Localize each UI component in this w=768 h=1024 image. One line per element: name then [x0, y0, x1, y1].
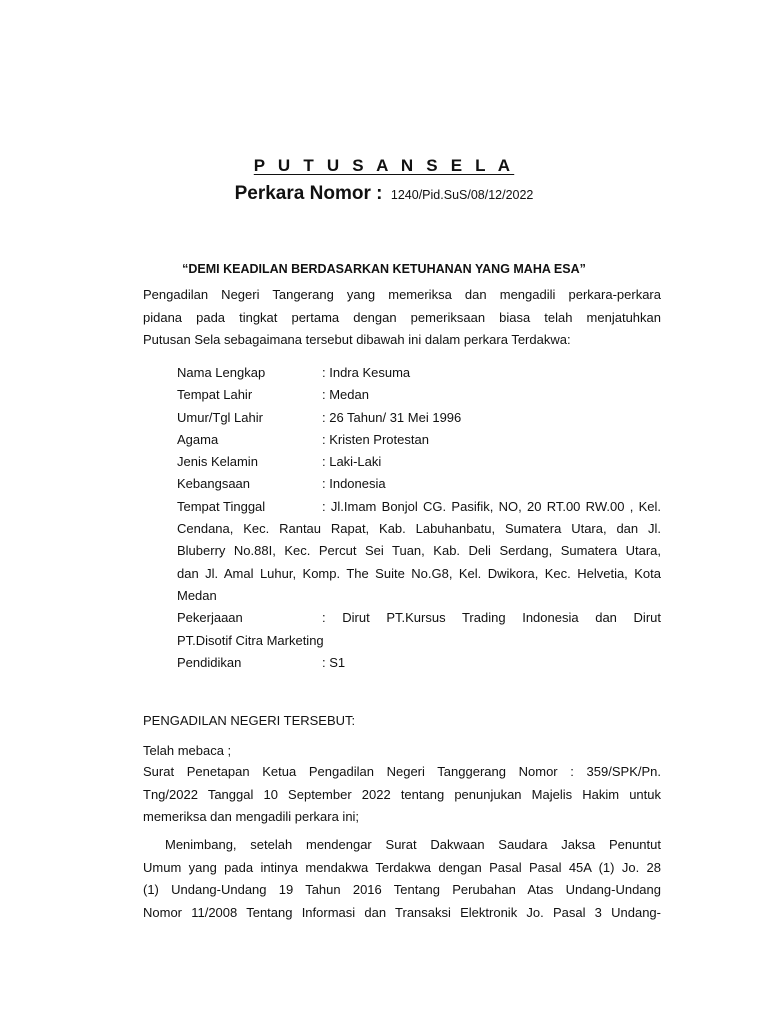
address-continuation: Bluberry No.88I, Kec. Percut Sei Tuan, Kab. Deli Serdang, Sumatera Utara,	[177, 543, 661, 559]
identity-value: : Medan	[322, 387, 369, 403]
case-number-line	[0, 183, 768, 205]
identity-row-kebangsaan	[177, 473, 661, 495]
intro-line: Putusan Sela sebagaimana tersebut dibawah ini dalam perkara Terdakwa:	[143, 332, 571, 347]
identity-row-jenis-kelamin	[177, 451, 661, 473]
identity-label: Pendidikan	[177, 654, 242, 670]
identity-value: : Laki-Laki	[322, 454, 382, 470]
considering-line: Umum yang pada intinya mendakwa Terdakwa dengan Pasal Pasal 45A (1) Jo. 28	[143, 859, 661, 875]
considering-line: Nomor 11/2008 Tentang Informasi dan Transaksi Elektronik Jo. Pasal 3 Undang-	[143, 904, 661, 920]
identity-label: Pekerjaaan	[177, 610, 243, 626]
read-statement: Telah mebaca ;	[143, 743, 232, 758]
identity-value: : Indra Kesuma	[322, 365, 411, 380]
considering-line: Menimbang, setelah mendengar Surat Dakwaan Saudara Jaksa Penuntut	[165, 837, 661, 852]
decree-paragraph	[143, 761, 661, 829]
identity-label: Agama	[177, 431, 219, 447]
identity-label: Jenis Kelamin	[177, 454, 258, 470]
intro-line: pidana pada tingkat pertama dengan pemeriksaan biasa telah menjatuhkan	[143, 309, 661, 325]
document-title: P U T U S A N S E L A	[253, 156, 515, 175]
identity-label: Umur/Tgl Lahir	[177, 409, 263, 425]
intro-line: Pengadilan Negeri Tangerang yang memeriksa dan mengadili perkara-perkara	[143, 287, 661, 302]
identity-label: Tempat Tinggal	[177, 498, 266, 514]
address-continuation: Cendana, Kec. Rantau Rapat, Kab. Labuhanbatu, Sumatera Utara, dan Jl.	[177, 521, 661, 537]
address-continuation: dan Jl. Amal Luhur, Komp. The Suite No.G8, Kel. Dwikora, Kec. Helvetia, Kota	[177, 565, 661, 581]
occupation-continuation: PT.Disotif Citra Marketing	[177, 632, 324, 648]
section-heading: PENGADILAN NEGERI TERSEBUT:	[143, 713, 356, 728]
decree-line: Surat Penetapan Ketua Pengadilan Negeri Tanggerang Nomor : 359/SPK/Pn.	[143, 764, 661, 779]
identity-row-pekerjaan	[177, 607, 661, 629]
identity-row-umur	[177, 407, 661, 429]
identity-value: : S1	[322, 654, 346, 670]
decree-line: Tng/2022 Tanggal 10 September 2022 tentang penunjukan Majelis Hakim untuk	[143, 786, 661, 802]
identity-row-nama	[177, 362, 661, 384]
considering-line: (1) Undang-Undang 19 Tahun 2016 Tentang Perubahan Atas Undang-Undang	[143, 882, 661, 897]
identity-value: : Dirut PT.Kursus Trading Indonesia dan Dirut	[322, 610, 661, 626]
intro-paragraph	[143, 284, 661, 352]
case-number-label: Perkara Nomor :	[234, 183, 383, 204]
identity-row-agama	[177, 429, 661, 451]
motto-heading: “DEMI KEADILAN BERDASARKAN KETUHANAN YANG MAHA ESA”	[182, 262, 586, 276]
identity-value: : Jl.Imam Bonjol CG. Pasifik, NO, 20 RT.00 RW.00 , Kel.	[322, 498, 661, 514]
address-continuation: Medan	[177, 587, 217, 603]
identity-row-pendidikan	[177, 652, 661, 674]
identity-label: Kebangsaan	[177, 476, 251, 492]
identity-value: : 26 Tahun/ 31 Mei 1996	[322, 409, 462, 425]
case-number-value: 1240/Pid.SuS/08/12/2022	[390, 188, 534, 202]
identity-label: Tempat Lahir	[177, 387, 253, 403]
identity-row-tempat-tinggal	[177, 496, 661, 518]
considering-paragraph	[143, 834, 661, 924]
identity-value: : Indonesia	[322, 476, 386, 492]
defendant-identity	[177, 362, 661, 674]
decree-line: memeriksa dan mengadili perkara ini;	[143, 809, 360, 824]
identity-row-tempat-lahir	[177, 384, 661, 406]
identity-value: : Kristen Protestan	[322, 431, 429, 447]
identity-label: Nama Lengkap	[177, 365, 266, 380]
